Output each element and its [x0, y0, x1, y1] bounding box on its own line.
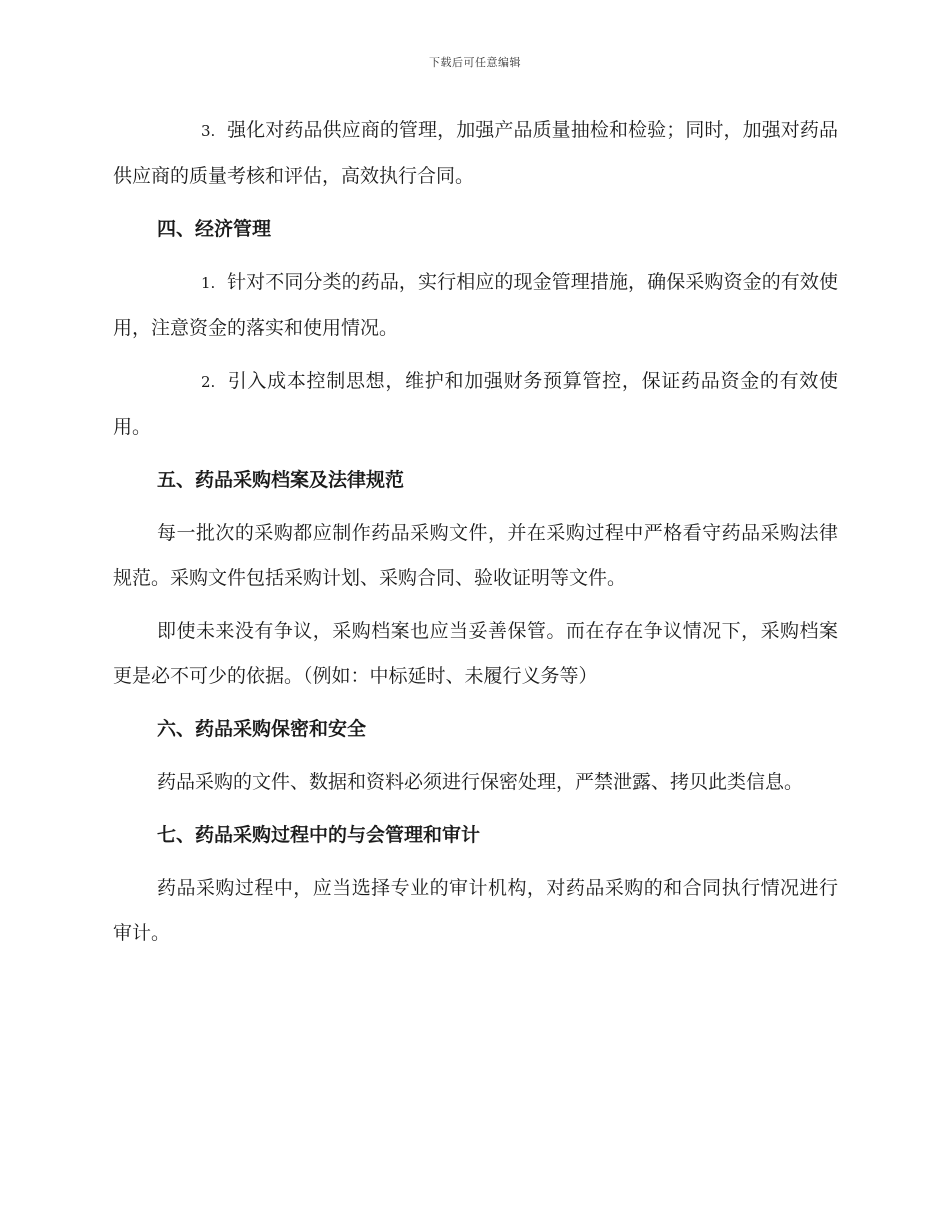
- paragraph: 即使未来没有争议，采购档案也应当妥善保管。而在存在争议情况下，采购档案更是必不可少的依据。（例如：中标延时、未履行义务等）: [113, 620, 838, 687]
- list-item-2: [113, 359, 838, 450]
- paragraph: 药品采购过程中，应当选择专业的审计机构，对药品采购的和合同执行情况进行审计。: [113, 877, 838, 944]
- paragraph: 药品采购的文件、数据和资料必须进行保密处理，严禁泄露、拷贝此类信息。: [157, 771, 804, 793]
- list-item-3: [113, 108, 838, 199]
- paragraph: 每一批次的采购都应制作药品采购文件，并在采购过程中严格看守药品采购法律规范。采购文件包括采购计划、采购合同、验收证明等文件。: [113, 522, 838, 589]
- list-item-text: 引入成本控制思想，维护和加强财务预算管控，保证药品资金的有效使用。: [113, 370, 838, 438]
- list-number: 3.: [201, 122, 216, 140]
- section-heading-4: 四、经济管理: [157, 218, 272, 240]
- section-heading-6: 六、药品采购保密和安全: [157, 718, 367, 740]
- list-number: 1.: [201, 274, 216, 292]
- list-item-text: 针对不同分类的药品，实行相应的现金管理措施，确保采购资金的有效使用，注意资金的落实和使用情况。: [113, 271, 838, 339]
- document-body: [113, 108, 838, 964]
- list-item-1: [113, 260, 838, 351]
- section-heading-5: 五、药品采购档案及法律规范: [157, 469, 405, 491]
- list-item-text: 强化对药品供应商的管理，加强产品质量抽检和检验；同时，加强对药品供应商的质量考核和评估，高效执行合同。: [113, 119, 838, 187]
- list-number: 2.: [201, 373, 216, 391]
- section-heading-7: 七、药品采购过程中的与会管理和审计: [157, 824, 481, 846]
- page-header: 下载后可任意编辑: [429, 56, 521, 69]
